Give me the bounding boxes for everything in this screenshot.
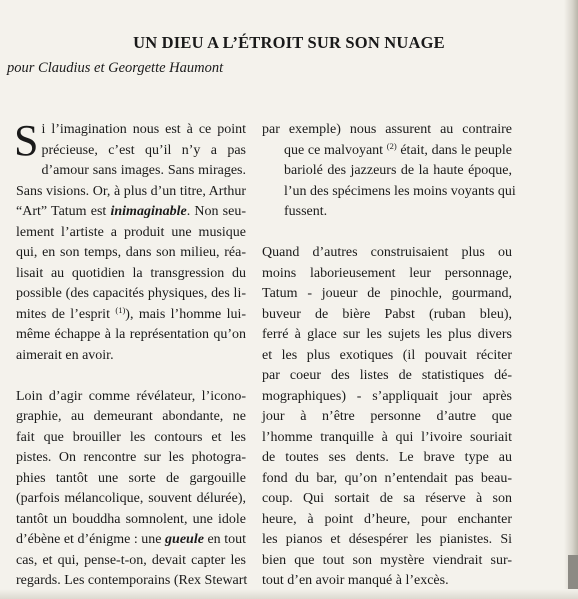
text-fragment: que ce malvoyant — [284, 142, 384, 158]
text-line: fait que brouiller les contours et les — [16, 429, 246, 445]
text-line: phies tantôt une sorte de gargouille — [16, 470, 246, 486]
dedication: pour Claudius et Georgette Haumont — [7, 60, 224, 76]
text-line — [16, 202, 246, 223]
text-line: et les plus exotiques (il pouvait réciter — [262, 347, 512, 363]
page-bottom-shadow — [0, 589, 578, 599]
text-line: par coeur des listes de statistiques dé- — [262, 368, 512, 383]
drop-cap: S — [14, 116, 39, 165]
text-line: pistes. On rencontre sur les photogra- — [16, 450, 246, 465]
text-line: bien que tout son mystère viendrait sur- — [262, 552, 512, 568]
text-line: fond du bar, qu’on n’entendait pas beau- — [262, 470, 512, 486]
text-line: cas, et qui, pense-t-on, devait capter les — [16, 552, 246, 568]
text-fragment: mites de l’esprit — [16, 306, 110, 322]
text-line: Quand d’autres construisaient plus ou — [262, 245, 512, 260]
chapter-title: UN DIEU A L’ÉTROIT SUR SON NUAGE — [133, 33, 445, 52]
text-line: coup. Qui sortait de sa réserve à son — [262, 491, 512, 506]
text-line: Sans visions. Or, à plus d’un titre, Arthur — [16, 183, 246, 199]
text-line: de toutes ses dents. Le brave type au — [262, 450, 512, 465]
text-line — [16, 305, 246, 326]
text-line: l’homme tranquille à qui l’ivoire souriait — [262, 429, 512, 445]
left-column — [14, 116, 248, 592]
text-line: aimerait en avoir. — [16, 347, 114, 363]
text-line: bariolé des jazzeurs de la haute époque, — [284, 163, 512, 178]
paragraph-gap — [262, 223, 512, 244]
emphasis-inimaginable: inimaginable — [110, 204, 187, 219]
paragraph-2 — [16, 387, 246, 592]
text-line: heure, à point d’heure, pour enchanter — [262, 511, 512, 527]
footnote-ref-2[interactable]: (2) — [386, 140, 397, 151]
text-fragment: en tout — [203, 532, 246, 547]
text-line: regards. Les contemporains (Rex Stewart — [16, 573, 248, 588]
text-line: par exemple) nous assurent au contraire — [262, 122, 512, 137]
text-line: jour à n’être personne d’autre que — [262, 409, 512, 424]
text-fragment: d’ébène et d’énigme : une — [16, 532, 162, 547]
text-line: tout d’en avoir manqué à l’excès. — [262, 573, 449, 588]
text-line: tantôt un bouddha somnolent, une idole — [16, 511, 246, 527]
paragraph-4 — [262, 243, 512, 592]
right-column — [262, 120, 516, 592]
text-line: possible (des capacités physiques, des li- — [16, 286, 246, 301]
text-line: moins laborieusement leur personnage, — [262, 265, 512, 281]
paragraph-gap — [16, 366, 246, 387]
text-line: les pianos et désespérer les pianistes. Si — [262, 532, 512, 547]
page-edge-shadow — [564, 0, 578, 599]
text-line: même échappe à la représentation qu’on — [16, 327, 246, 342]
text-line: (parfois mélancolique, souvent délurée), — [16, 491, 246, 506]
text-line: i l’imagination nous est à ce point — [41, 122, 246, 137]
text-line: précieuse, c’est qu’il n’y a pas — [41, 142, 246, 158]
text-line: d’amour sans images. Sans mirages. — [41, 163, 246, 178]
text-fragment: ), mais l’homme lui- — [125, 306, 247, 322]
text-line: mographiques) - s’appliquait jour après — [262, 388, 512, 404]
text-line: l’un des spécimens les moins voyants qui — [284, 183, 516, 199]
emphasis-gueule: gueule — [165, 532, 204, 547]
text-line: fussent. — [284, 204, 328, 219]
text-line: lisait au quotidien la transgression du — [16, 265, 246, 281]
paragraph-3 — [262, 120, 516, 223]
text-line: Loin d’agir comme révélateur, l’icono- — [16, 388, 246, 404]
text-line: graphie, au demeurant abondante, ne — [16, 409, 246, 424]
text-line — [16, 530, 246, 551]
text-line: qui, en son temps, dans son milieu, réa- — [16, 245, 246, 260]
text-line: buveur de bière Pabst (ruban bleu), — [262, 306, 512, 322]
text-line: lement l’artiste a produit une musique — [16, 224, 246, 240]
text-fragment: était, dans le peuple — [396, 142, 513, 158]
text-line: ferré à glace sur les sujets les plus divers — [262, 327, 512, 342]
text-fragment: . Non seu- — [186, 204, 246, 219]
paragraph-1 — [14, 116, 247, 366]
text-fragment: “Art” Tatum est — [16, 204, 107, 219]
footnote-ref-1[interactable]: (1) — [115, 304, 126, 315]
text-line: Tatum - joueur de pinochle, gourmand, — [262, 286, 512, 301]
text-line — [262, 141, 512, 162]
